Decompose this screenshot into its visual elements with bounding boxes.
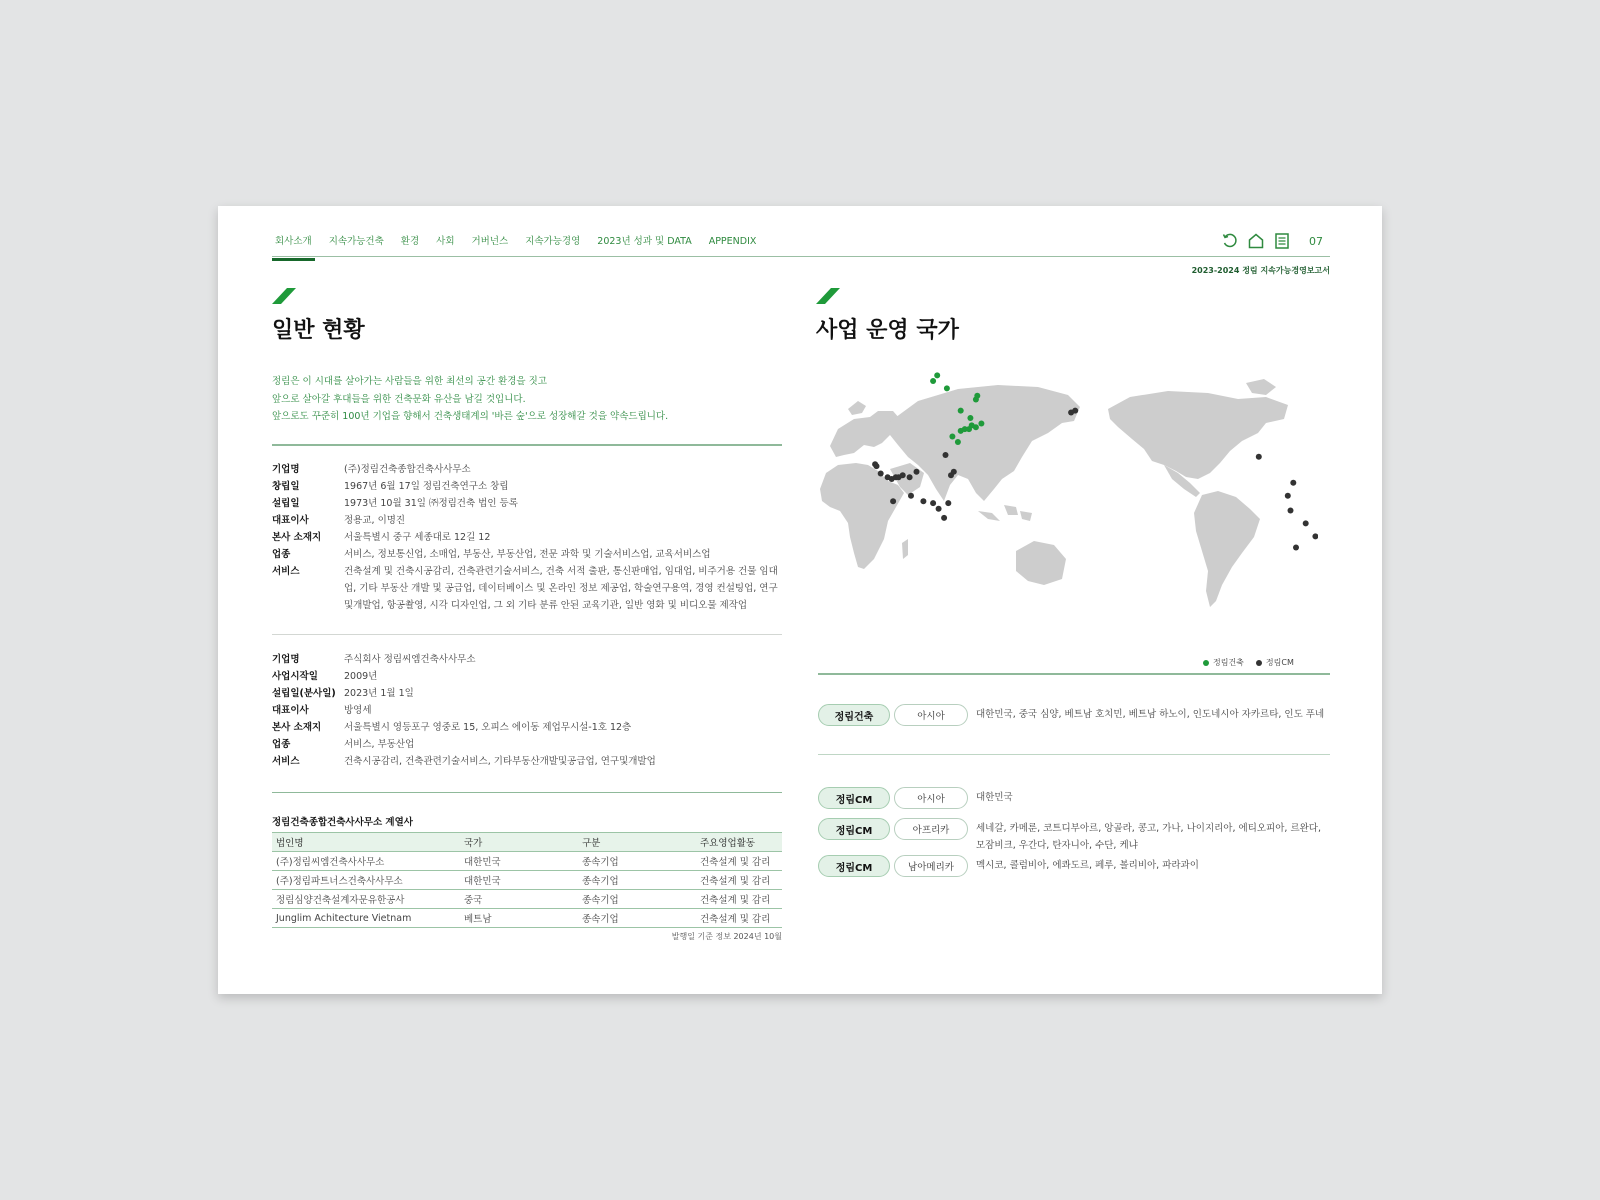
table-row	[272, 890, 782, 909]
nav-item-environment[interactable]: 환경	[400, 236, 420, 247]
info-label: 서비스	[272, 566, 300, 577]
map-point-jeonglim-cm	[1303, 520, 1309, 526]
info-label: 창립일	[272, 481, 300, 492]
map-point-jeonglim-cm	[890, 498, 896, 504]
legend-dot-icon	[1256, 660, 1262, 666]
column-header: 구분	[578, 833, 696, 852]
page-number: 07	[1309, 234, 1323, 248]
map-point-jeonglim-cm	[1290, 480, 1296, 486]
map-point-jeonglim-cm	[907, 474, 913, 480]
info-label: 업종	[272, 739, 291, 750]
map-point-jeonglim-cm	[951, 469, 957, 475]
country-list: 대한민국, 중국 심양, 베트남 호치민, 베트남 하노이, 인도네시아 자카르타, 인도 푸네	[976, 709, 1325, 720]
info-label: 사업시작일	[272, 671, 318, 682]
info-label: 기업명	[272, 464, 300, 475]
company-pill: 정림건축	[818, 704, 890, 726]
map-point-jeonglim-cm	[943, 452, 949, 458]
top-nav	[272, 236, 770, 258]
map-point-jeonglim	[949, 434, 955, 440]
intro-text	[272, 373, 668, 426]
back-icon[interactable]	[1221, 232, 1239, 250]
divider	[272, 792, 782, 793]
nav-item-social[interactable]: 사회	[436, 236, 455, 247]
map-point-jeonglim-cm	[874, 463, 880, 469]
info-value: 2023년 1월 1일	[344, 688, 414, 699]
info-label: 설립일(분사일)	[272, 688, 336, 699]
map-point-jeonglim	[974, 393, 980, 399]
affiliates-table	[272, 832, 782, 928]
section-marker-icon	[816, 287, 840, 305]
nav-item-performance-data[interactable]: 2023년 성과 및 DATA	[597, 236, 692, 247]
table-cell: 대한민국	[460, 852, 578, 871]
map-point-jeonglim	[978, 421, 984, 427]
table-cell: 건축설계 및 감리	[696, 871, 782, 890]
table-cell: 정림심양건축설계자문유한공사	[272, 890, 460, 909]
intro-line: 정림은 이 시대를 살아가는 사람들을 위한 최선의 공간 환경을 짓고	[272, 376, 547, 387]
map-point-jeonglim-cm	[936, 506, 942, 512]
map-point-jeonglim-cm	[1293, 545, 1299, 551]
table-cell: 대한민국	[460, 871, 578, 890]
map-point-jeonglim	[955, 439, 961, 445]
table-header-row	[272, 833, 782, 852]
info-label: 설립일	[272, 498, 300, 509]
divider	[818, 754, 1330, 755]
map-point-jeonglim-cm	[920, 498, 926, 504]
table-cell: 베트남	[460, 909, 578, 928]
list-icon[interactable]	[1273, 232, 1291, 250]
map-point-jeonglim	[967, 415, 973, 421]
map-point-jeonglim-cm	[930, 500, 936, 506]
legend-label: 정림건축	[1213, 658, 1244, 667]
world-map	[818, 361, 1318, 646]
nav-item-appendix[interactable]: APPENDIX	[708, 236, 757, 247]
company-pill: 정림CM	[818, 787, 890, 809]
map-point-jeonglim-cm	[1256, 454, 1262, 460]
intro-line: 앞으로 살아갈 후대들을 위한 건축문화 유산을 남길 것입니다.	[272, 393, 526, 405]
table-cell: 중국	[460, 890, 578, 909]
region-pill: 남아메리카	[894, 855, 968, 877]
table-cell: (주)정림씨엠건축사사무소	[272, 852, 460, 871]
report-title: 2023-2024 정림 지속가능경영보고서	[1191, 266, 1330, 275]
biz-row	[818, 704, 1328, 726]
nav-item-company[interactable]: 회사소개	[272, 236, 315, 261]
report-page	[218, 206, 1382, 994]
company-info-2	[272, 651, 782, 770]
info-value: 방영세	[344, 705, 372, 716]
info-value: 서울특별시 영등포구 영중로 15, 오피스 에이동 제업무시설-1호 12층	[344, 722, 632, 733]
region-pill: 아프리카	[894, 818, 968, 840]
country-list: 멕시코, 콜럼비아, 에콰도르, 페루, 볼리비아, 파라과이	[976, 860, 1199, 871]
company-info-1	[272, 461, 782, 614]
column-header: 법인명	[272, 833, 460, 852]
nav-item-sustainable-architecture[interactable]: 지속가능건축	[328, 236, 384, 247]
info-label: 서비스	[272, 756, 300, 767]
info-value: 1973년 10월 31일 ㈜정림건축 법인 등록	[344, 498, 518, 509]
nav-item-governance[interactable]: 거버넌스	[471, 236, 509, 247]
continents	[820, 379, 1288, 607]
column-header: 국가	[460, 833, 578, 852]
info-label: 대표이사	[272, 515, 309, 526]
table-cell: 종속기업	[578, 871, 696, 890]
country-list: 세네갈, 카메룬, 코트디부아르, 앙골라, 콩고, 가나, 나이지리아, 에티오피아, 르완다, 모잠비크, 우간다, 탄자니아, 수단, 케냐	[976, 823, 1322, 851]
info-value: 건축시공감리, 건축관련기술서비스, 기타부동산개발및공급업, 연구및개발업	[344, 756, 656, 767]
info-value: 주식회사 정림씨엠건축사사무소	[344, 654, 476, 665]
affiliates-title: 정림건축종합건축사사무소 계열사	[272, 817, 413, 828]
section-marker-icon	[272, 287, 296, 305]
divider	[818, 673, 1330, 675]
table-row	[272, 852, 782, 871]
legend-label: 정림CM	[1265, 658, 1294, 667]
biz-row	[818, 818, 1328, 854]
info-value: 2009년	[344, 671, 378, 682]
country-list: 대한민국	[976, 792, 1013, 803]
map-point-jeonglim	[944, 385, 950, 391]
table-cell: 건축설계 및 감리	[696, 890, 782, 909]
toolbar	[1221, 232, 1323, 250]
column-header: 주요영업활동	[696, 833, 782, 852]
company-pill: 정림CM	[818, 818, 890, 840]
map-point-jeonglim-cm	[900, 472, 906, 478]
table-cell: 종속기업	[578, 852, 696, 871]
nav-divider	[272, 256, 1330, 257]
legend-dot-icon	[1203, 660, 1209, 666]
footnote: 발행일 기준 정보 2024년 10월	[671, 932, 782, 941]
info-label: 본사 소재지	[272, 532, 322, 543]
table-cell: 건축설계 및 감리	[696, 852, 782, 871]
info-value: 1967년 6월 17일 정림건축연구소 창립	[344, 481, 509, 492]
divider	[272, 634, 782, 635]
biz-row	[818, 855, 1328, 877]
info-label: 본사 소재지	[272, 722, 322, 733]
table-cell: 종속기업	[578, 890, 696, 909]
home-icon[interactable]	[1247, 232, 1265, 250]
table-cell: Junglim Achitecture Vietnam	[272, 909, 460, 928]
info-label: 업종	[272, 549, 291, 560]
map-point-jeonglim	[969, 422, 975, 428]
map-point-jeonglim-cm	[941, 515, 947, 521]
map-point-jeonglim-cm	[908, 493, 914, 499]
info-value: 정용교, 이명진	[344, 515, 406, 526]
info-value: 서비스, 정보통신업, 소매업, 부동산, 부동산업, 전문 과학 및 기술서비스업, 교육서비스업	[344, 549, 711, 560]
nav-item-sustainability-management[interactable]: 지속가능경영	[525, 236, 581, 247]
map-point-jeonglim	[930, 378, 936, 384]
legend-item-jeonglim	[1203, 657, 1244, 668]
map-point-jeonglim-cm	[1312, 533, 1318, 539]
map-point-jeonglim-cm	[1285, 493, 1291, 499]
section-title-general: 일반 현황	[272, 318, 365, 343]
intro-line: 앞으로도 꾸준히 100년 기업을 향해서 건축생태계의 '바른 숲'으로 성장해갈 것을 약속드립니다.	[272, 411, 669, 422]
map-point-jeonglim-cm	[945, 500, 951, 506]
table-cell: 종속기업	[578, 909, 696, 928]
map-legend	[1203, 657, 1306, 668]
info-value: 서울특별시 중구 세종대로 12길 12	[344, 532, 491, 543]
map-point-jeonglim	[958, 408, 964, 414]
legend-item-jeonglim-cm	[1256, 657, 1294, 668]
table-row	[272, 909, 782, 928]
company-pill: 정림CM	[818, 855, 890, 877]
region-pill: 아시아	[894, 787, 968, 809]
map-point-jeonglim	[934, 372, 940, 378]
info-value: 건축설계 및 건축시공감리, 건축관련기술서비스, 건축 서적 출판, 통신판매업, 임대업, 비주거용 건물 임대업, 기타 부동산 개발 및 공급업, 데이터베이스 및 온라인 정보 제공업, 학술연구용역, 경영 컨설팅업, 연구및개발업, 항공촬영, 시각 디자인업, 그 외 기타 분류 안된 교육기관, 일반 영화 및 비디오물 제작업	[344, 566, 778, 611]
info-label: 기업명	[272, 654, 300, 665]
map-point-jeonglim-cm	[878, 471, 884, 477]
region-pill: 아시아	[894, 704, 968, 726]
table-cell: (주)정림파트너스건축사사무소	[272, 871, 460, 890]
map-point-jeonglim-cm	[1288, 508, 1294, 514]
table-row	[272, 871, 782, 890]
info-label: 대표이사	[272, 705, 309, 716]
map-point-jeonglim-cm	[1072, 408, 1078, 414]
biz-row	[818, 787, 1328, 809]
table-cell: 건축설계 및 감리	[696, 909, 782, 928]
info-value: 서비스, 부동산업	[344, 739, 415, 750]
info-value: (주)정림건축종합건축사사무소	[344, 464, 471, 475]
divider	[272, 444, 782, 446]
section-title-countries: 사업 운영 국가	[816, 318, 959, 343]
map-point-jeonglim-cm	[914, 469, 920, 475]
